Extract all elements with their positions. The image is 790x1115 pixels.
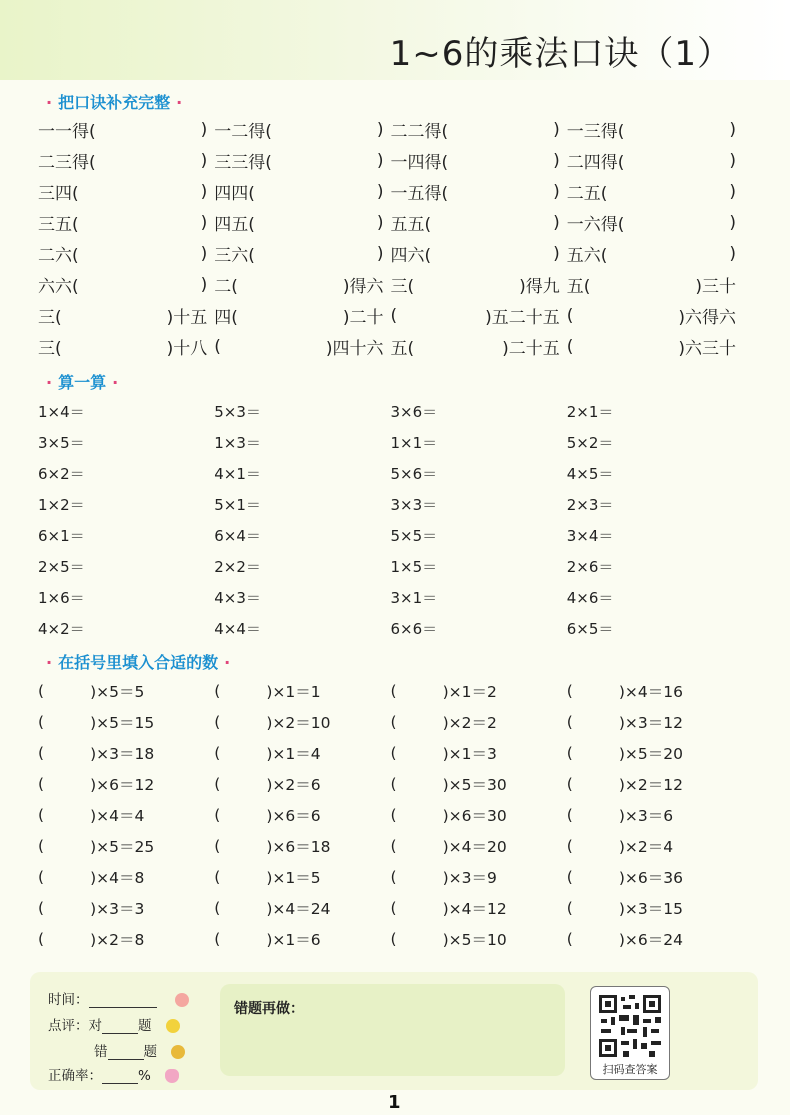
bracket-open: ( [38, 712, 45, 731]
time-row [48, 988, 189, 1008]
calc-item[interactable]: 3×1＝ [390, 589, 438, 607]
bracket-item[interactable] [38, 680, 214, 702]
calc-row [38, 613, 743, 644]
rhyme-prefix: 五( [566, 277, 591, 297]
rhyme-item[interactable] [567, 303, 743, 328]
calc-item[interactable]: 1×5＝ [390, 558, 438, 576]
rhyme-item[interactable] [567, 241, 743, 266]
rhyme-prefix: 二( [214, 277, 238, 297]
bracket-item[interactable] [391, 897, 567, 919]
bracket-item[interactable] [567, 804, 743, 826]
rhyme-prefix: 一四得( [390, 153, 449, 173]
bracket-expression: )×2＝6 [266, 775, 321, 794]
bracket-open: ( [390, 681, 397, 700]
rhyme-suffix: ) [729, 150, 737, 171]
accuracy-row [48, 1064, 179, 1084]
rhyme-prefix: ( [566, 336, 574, 357]
ti-label: 题 [138, 1018, 152, 1034]
bracket-expression: )×1＝6 [266, 930, 321, 949]
time-label: 时间： [48, 992, 89, 1008]
bracket-expression: )×3＝9 [442, 868, 497, 887]
bracket-item[interactable] [214, 897, 390, 919]
ti-label: 题 [143, 1044, 157, 1060]
bracket-open: ( [214, 836, 221, 855]
bracket-expression: )×4＝20 [442, 837, 507, 856]
calc-row [38, 520, 743, 551]
rhyme-suffix: )五二十五 [485, 308, 560, 328]
bracket-open: ( [566, 929, 573, 948]
smiley-icon [166, 1019, 180, 1033]
bracket-item[interactable] [391, 866, 567, 888]
bracket-expression: )×3＝15 [618, 899, 683, 918]
rhyme-prefix: 四六( [390, 246, 432, 266]
section-title-fill-brackets: · 在括号里填入合适的数 · [46, 653, 231, 672]
calc-item[interactable]: 3×6＝ [390, 403, 438, 421]
rhyme-item[interactable] [567, 272, 743, 297]
rhyme-item[interactable] [391, 303, 567, 328]
bracket-row [38, 799, 743, 830]
bracket-row [38, 861, 743, 892]
rhyme-prefix: 五( [390, 339, 415, 359]
rhyme-prefix: ( [214, 336, 221, 357]
bracket-open: ( [214, 805, 221, 824]
rhyme-item[interactable] [214, 334, 390, 359]
calc-item[interactable]: 2×6＝ [566, 558, 614, 576]
rhyme-item[interactable] [214, 210, 390, 235]
calc-item[interactable]: 6×2＝ [38, 465, 85, 483]
bracket-item[interactable] [391, 680, 567, 702]
rhyme-item[interactable] [567, 179, 743, 204]
rhyme-grid [38, 114, 743, 362]
rhyme-suffix: ) [200, 119, 208, 140]
calc-item[interactable]: 3×3＝ [390, 496, 438, 514]
bracket-expression: )×1＝3 [442, 744, 497, 763]
pig-icon [175, 993, 189, 1007]
rhyme-suffix: ) [553, 181, 560, 202]
calc-item[interactable]: 6×1＝ [38, 527, 85, 545]
bracket-item[interactable] [391, 835, 567, 857]
rhyme-suffix: ) [200, 274, 208, 295]
rhyme-item[interactable] [38, 148, 214, 173]
rhyme-prefix: 六六( [38, 277, 79, 297]
redo-box[interactable] [220, 984, 565, 1076]
bracket-item[interactable] [567, 866, 743, 888]
rhyme-prefix: 三三得( [214, 153, 272, 173]
bracket-open: ( [38, 681, 45, 700]
rhyme-item[interactable] [214, 241, 390, 266]
bracket-item[interactable] [38, 928, 214, 950]
bracket-expression: )×5＝10 [442, 930, 507, 949]
calc-item[interactable]: 6×5＝ [566, 620, 614, 638]
calc-row [38, 458, 743, 489]
rhyme-prefix: 一六得( [566, 215, 625, 235]
bracket-item[interactable] [214, 804, 390, 826]
bracket-expression: )×6＝12 [90, 775, 155, 794]
bracket-open: ( [38, 898, 45, 917]
calc-item[interactable]: 3×5＝ [38, 434, 85, 452]
bracket-item[interactable] [391, 804, 567, 826]
bracket-open: ( [214, 743, 221, 762]
wrong-blank[interactable] [108, 1045, 144, 1060]
calc-item[interactable]: 5×6＝ [390, 465, 438, 483]
section-title-fill-rhymes: · 把口诀补充完整 · [46, 93, 183, 112]
bracket-open: ( [566, 898, 573, 917]
rhyme-prefix: 四四( [214, 184, 255, 204]
bracket-expression: )×6＝36 [618, 868, 683, 887]
bracket-open: ( [566, 681, 573, 700]
bracket-row [38, 892, 743, 923]
time-blank[interactable] [89, 993, 157, 1008]
rhyme-prefix: 五六( [566, 246, 608, 266]
calc-item[interactable]: 1×1＝ [390, 434, 438, 452]
rhyme-row [38, 269, 743, 300]
rhyme-item[interactable] [38, 303, 214, 328]
bracket-open: ( [390, 867, 397, 886]
calc-item[interactable]: 5×5＝ [390, 527, 438, 545]
rhyme-suffix: ) [553, 119, 560, 140]
bracket-expression: )×3＝12 [618, 713, 683, 732]
calc-row [38, 489, 743, 520]
rhyme-suffix: )十五 [166, 308, 208, 328]
bracket-open: ( [390, 898, 397, 917]
bracket-item[interactable] [38, 866, 214, 888]
bracket-open: ( [214, 712, 221, 731]
bracket-open: ( [566, 805, 573, 824]
rhyme-item[interactable] [567, 334, 743, 359]
rhyme-suffix: ) [376, 150, 384, 171]
bracket-open: ( [566, 867, 573, 886]
rhyme-prefix: 三六( [214, 246, 255, 266]
bracket-item[interactable] [214, 711, 390, 733]
bracket-item[interactable] [214, 680, 390, 702]
rhyme-row [38, 331, 743, 362]
calc-grid [38, 396, 743, 644]
rhyme-item[interactable] [391, 334, 567, 359]
qr-card[interactable] [590, 986, 670, 1080]
review-label: 点评：对 [48, 1018, 102, 1034]
rhyme-prefix: 一五得( [390, 184, 449, 204]
bracket-item[interactable] [38, 773, 214, 795]
rhyme-suffix: ) [729, 212, 737, 233]
rhyme-prefix: 二五( [566, 184, 608, 204]
bracket-expression: )×6＝6 [266, 806, 321, 825]
bracket-expression: )×4＝16 [618, 682, 683, 701]
bracket-row [38, 706, 743, 737]
rhyme-row [38, 300, 743, 331]
rhyme-suffix: ) [729, 181, 737, 202]
rhyme-item[interactable] [391, 148, 567, 173]
bracket-expression: )×6＝18 [266, 837, 331, 856]
rhyme-item[interactable] [38, 117, 214, 142]
bracket-open: ( [38, 743, 45, 762]
bracket-row [38, 830, 743, 861]
bracket-open: ( [390, 774, 397, 793]
calc-item[interactable]: 2×5＝ [38, 558, 85, 576]
bracket-expression: )×4＝8 [90, 868, 145, 887]
rhyme-item[interactable] [391, 272, 567, 297]
bracket-row [38, 737, 743, 768]
bracket-open: ( [38, 774, 45, 793]
bracket-open: ( [214, 898, 221, 917]
percent-sign: % [138, 1068, 151, 1084]
calc-item[interactable]: 1×3＝ [214, 434, 261, 452]
rhyme-item[interactable] [214, 179, 390, 204]
rhyme-prefix: 三( [390, 277, 415, 297]
bracket-expression: )×5＝25 [90, 837, 155, 856]
bracket-item[interactable] [214, 866, 390, 888]
bracket-item[interactable] [214, 742, 390, 764]
bracket-item[interactable] [567, 711, 743, 733]
bracket-item[interactable] [567, 680, 743, 702]
bracket-expression: )×4＝4 [90, 806, 145, 825]
bracket-open: ( [38, 836, 45, 855]
calc-item[interactable]: 5×3＝ [214, 403, 261, 421]
rhyme-item[interactable] [391, 210, 567, 235]
rhyme-prefix: 一二得( [214, 122, 272, 142]
rhyme-suffix: ) [200, 181, 208, 202]
bracket-item[interactable] [38, 897, 214, 919]
bracket-grid [38, 675, 743, 954]
page-title: 1~6的乘法口诀（1） [389, 34, 732, 74]
rhyme-suffix: ) [200, 243, 208, 264]
rhyme-suffix: )四十六 [325, 339, 384, 359]
rhyme-suffix: ) [729, 243, 737, 264]
rhyme-item[interactable] [38, 179, 214, 204]
bracket-open: ( [566, 712, 573, 731]
bracket-expression: )×2＝2 [442, 713, 497, 732]
review-row [48, 1014, 180, 1034]
calc-item[interactable]: 4×4＝ [214, 620, 261, 638]
bracket-expression: )×1＝5 [266, 868, 321, 887]
rhyme-prefix: ( [566, 305, 574, 326]
bracket-item[interactable] [567, 773, 743, 795]
bracket-expression: )×2＝4 [618, 837, 674, 856]
rhyme-suffix: ) [553, 212, 560, 233]
calc-item[interactable]: 5×2＝ [566, 434, 614, 452]
calc-row [38, 582, 743, 613]
bracket-expression: )×1＝4 [266, 744, 321, 763]
calc-item[interactable]: 2×3＝ [566, 496, 614, 514]
rhyme-item[interactable] [391, 241, 567, 266]
rhyme-item[interactable] [38, 272, 214, 297]
calc-row [38, 427, 743, 458]
bracket-open: ( [390, 743, 397, 762]
bracket-item[interactable] [391, 773, 567, 795]
bracket-item[interactable] [391, 711, 567, 733]
bracket-row [38, 768, 743, 799]
rhyme-item[interactable] [567, 148, 743, 173]
rhyme-prefix: 五五( [390, 215, 432, 235]
calc-item[interactable]: 1×4＝ [38, 403, 85, 421]
rhyme-item[interactable] [567, 117, 743, 142]
rhyme-suffix: ) [553, 243, 560, 264]
qr-label: 扫码查答案 [602, 1063, 658, 1076]
bracket-item[interactable] [38, 711, 214, 733]
rhyme-suffix: )二十 [342, 308, 384, 328]
bracket-item[interactable] [567, 897, 743, 919]
rhyme-suffix: ) [200, 212, 208, 233]
rhyme-prefix: 三四( [38, 184, 79, 204]
rhyme-suffix: )得六 [342, 277, 384, 297]
wrong-label: 错 [94, 1044, 108, 1060]
rhyme-suffix: )得九 [519, 277, 560, 297]
bracket-item[interactable] [391, 742, 567, 764]
calc-row [38, 551, 743, 582]
rhyme-item[interactable] [38, 210, 214, 235]
bracket-item[interactable] [391, 928, 567, 950]
rhyme-prefix: 三五( [38, 215, 79, 235]
calc-item[interactable]: 4×2＝ [38, 620, 85, 638]
rhyme-prefix: 四( [214, 308, 238, 328]
bracket-open: ( [566, 836, 573, 855]
section-title-calculate: · 算一算 · [46, 373, 119, 392]
section-label: 在括号里填入合适的数 [58, 653, 219, 672]
rhyme-prefix: ( [390, 305, 398, 326]
rhyme-suffix: )三十 [695, 277, 737, 297]
rhyme-prefix: 四五( [214, 215, 255, 235]
rhyme-suffix: )六三十 [678, 339, 737, 359]
calc-item[interactable]: 4×1＝ [214, 465, 261, 483]
bracket-expression: )×6＝30 [442, 806, 507, 825]
bracket-row [38, 923, 743, 954]
rhyme-prefix: 三( [38, 339, 62, 359]
redo-label: 错题再做： [234, 1001, 304, 1017]
calc-item[interactable]: 5×1＝ [214, 496, 261, 514]
rhyme-suffix: ) [200, 150, 208, 171]
bracket-expression: )×3＝18 [90, 744, 155, 763]
rhyme-item[interactable] [391, 179, 567, 204]
rhyme-suffix: ) [553, 150, 560, 171]
bracket-open: ( [214, 867, 221, 886]
bracket-item[interactable] [567, 835, 743, 857]
bracket-expression: )×6＝24 [618, 930, 683, 949]
rhyme-item[interactable] [214, 303, 390, 328]
rhyme-row [38, 238, 743, 269]
bracket-expression: )×5＝15 [90, 713, 155, 732]
calc-item[interactable]: 2×1＝ [566, 403, 614, 421]
rhyme-item[interactable] [567, 210, 743, 235]
section-label: 算一算 [58, 373, 107, 392]
bracket-open: ( [214, 774, 221, 793]
rhyme-prefix: 一三得( [566, 122, 625, 142]
section-label: 把口诀补充完整 [58, 93, 171, 112]
calc-row [38, 396, 743, 427]
rhyme-prefix: 三( [38, 308, 62, 328]
rhyme-suffix: ) [376, 212, 384, 233]
rhyme-item[interactable] [214, 272, 390, 297]
bracket-expression: )×2＝8 [90, 930, 145, 949]
accuracy-label: 正确率： [48, 1068, 102, 1084]
calc-item[interactable]: 4×3＝ [214, 589, 261, 607]
bracket-expression: )×3＝3 [90, 899, 145, 918]
rhyme-item[interactable] [391, 117, 567, 142]
rhyme-prefix: 二六( [38, 246, 79, 266]
rhyme-prefix: 二三得( [38, 153, 96, 173]
bracket-expression: )×4＝24 [266, 899, 331, 918]
rhyme-item[interactable] [214, 148, 390, 173]
bracket-open: ( [390, 836, 397, 855]
bracket-expression: )×5＝5 [90, 682, 145, 701]
rabbit-icon [165, 1069, 179, 1083]
footer-panel [30, 972, 758, 1090]
page-number: 1 [388, 1092, 401, 1113]
bracket-expression: )×2＝10 [266, 713, 331, 732]
wrong-row [94, 1040, 185, 1060]
bracket-open: ( [390, 712, 397, 731]
calc-item[interactable]: 1×2＝ [38, 496, 85, 514]
rhyme-suffix: )二十五 [502, 339, 560, 359]
rhyme-suffix: ) [376, 243, 384, 264]
rhyme-suffix: ) [376, 181, 384, 202]
calc-item[interactable]: 2×2＝ [214, 558, 261, 576]
rhyme-prefix: 二四得( [566, 153, 625, 173]
bracket-open: ( [38, 929, 45, 948]
bracket-item[interactable] [567, 742, 743, 764]
rhyme-item[interactable] [38, 241, 214, 266]
calc-item[interactable]: 6×6＝ [390, 620, 438, 638]
calc-item[interactable]: 3×4＝ [566, 527, 614, 545]
correct-blank[interactable] [102, 1019, 138, 1034]
bracket-expression: )×5＝30 [442, 775, 507, 794]
qr-code-icon [597, 993, 663, 1059]
bracket-open: ( [214, 681, 221, 700]
rhyme-suffix: )六得六 [678, 308, 737, 328]
bracket-item[interactable] [38, 835, 214, 857]
calc-item[interactable]: 4×5＝ [566, 465, 614, 483]
bracket-item[interactable] [38, 804, 214, 826]
rhyme-suffix: ) [729, 119, 737, 140]
accuracy-blank[interactable] [102, 1069, 138, 1084]
bracket-open: ( [38, 867, 45, 886]
bracket-item[interactable] [567, 928, 743, 950]
calc-item[interactable]: 1×6＝ [38, 589, 85, 607]
bracket-expression: )×5＝20 [618, 744, 683, 763]
bracket-open: ( [390, 805, 397, 824]
bracket-item[interactable] [214, 835, 390, 857]
rhyme-row [38, 114, 743, 145]
rhyme-prefix: 一一得( [38, 122, 96, 142]
bracket-open: ( [566, 774, 573, 793]
rhyme-prefix: 二二得( [390, 122, 449, 142]
rhyme-suffix: )十八 [166, 339, 208, 359]
bracket-expression: )×4＝12 [442, 899, 507, 918]
calc-item[interactable]: 4×6＝ [566, 589, 614, 607]
bracket-open: ( [390, 929, 397, 948]
bracket-open: ( [214, 929, 221, 948]
rhyme-item[interactable] [38, 334, 214, 359]
bracket-open: ( [566, 743, 573, 762]
calc-item[interactable]: 6×4＝ [214, 527, 261, 545]
rhyme-item[interactable] [214, 117, 390, 142]
rhyme-suffix: ) [376, 119, 384, 140]
bracket-expression: )×1＝1 [266, 682, 321, 701]
bracket-expression: )×2＝12 [618, 775, 683, 794]
sad-face-icon [171, 1045, 185, 1059]
bracket-open: ( [38, 805, 45, 824]
bracket-item[interactable] [214, 928, 390, 950]
bracket-expression: )×3＝6 [618, 806, 674, 825]
rhyme-row [38, 145, 743, 176]
bracket-row [38, 675, 743, 706]
rhyme-row [38, 207, 743, 238]
bracket-item[interactable] [38, 742, 214, 764]
bracket-item[interactable] [214, 773, 390, 795]
rhyme-row [38, 176, 743, 207]
bracket-expression: )×1＝2 [442, 682, 497, 701]
